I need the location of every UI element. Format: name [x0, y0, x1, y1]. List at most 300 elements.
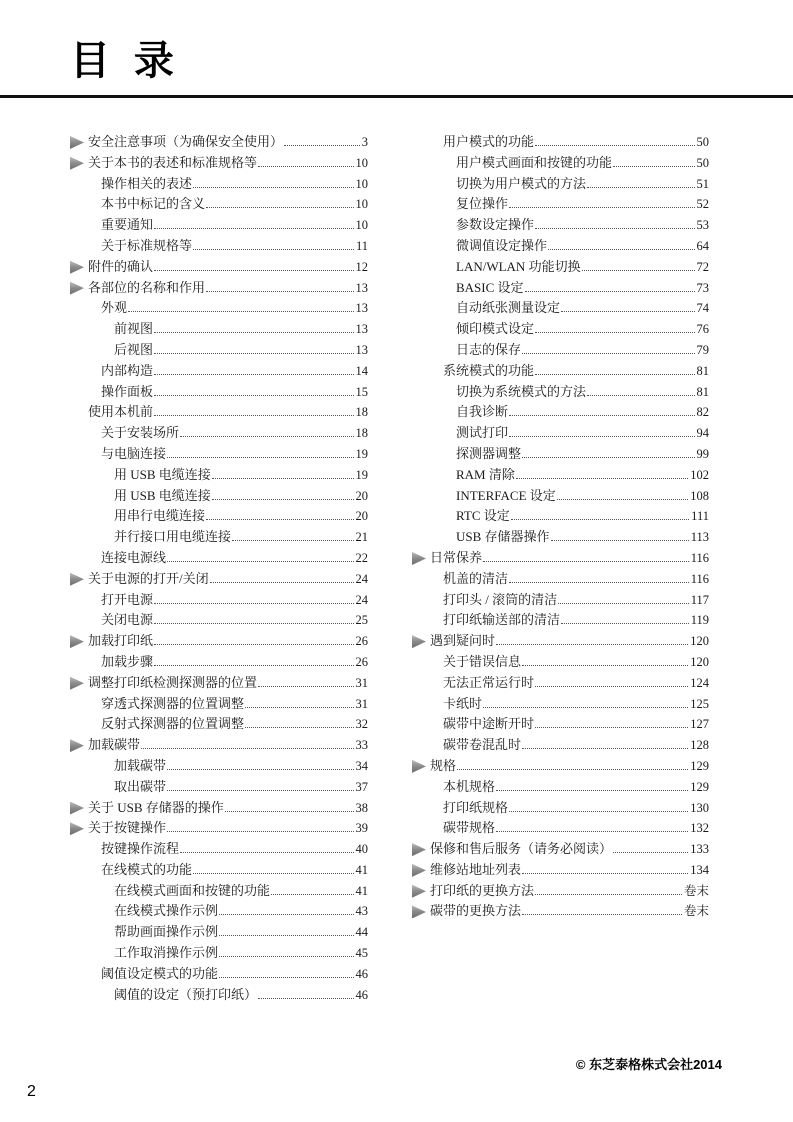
dot-leader	[522, 353, 694, 354]
dot-leader	[258, 998, 353, 999]
toc-entry[interactable]	[70, 694, 368, 715]
toc-entry-page: 20	[355, 509, 368, 524]
toc-entry[interactable]	[412, 756, 709, 777]
dot-leader	[210, 582, 354, 583]
dot-leader	[206, 291, 353, 292]
toc-entry-page: 41	[355, 883, 368, 898]
toc-entry[interactable]	[70, 735, 368, 756]
dot-leader	[128, 311, 353, 312]
toc-entry-page: 26	[355, 634, 368, 649]
toc-entry-page: 127	[690, 717, 709, 732]
dot-leader	[219, 935, 353, 936]
toc-entry[interactable]	[70, 818, 368, 839]
dot-leader	[522, 914, 682, 915]
toc-entry[interactable]	[70, 985, 368, 1006]
toc-entry-page: 18	[355, 405, 368, 420]
toc-entry[interactable]	[412, 777, 709, 798]
dot-leader	[212, 499, 354, 500]
toc-entry-title: 安全注意事项（为确保安全使用）	[88, 134, 284, 149]
toc-entry-title: 倾印模式设定	[456, 321, 535, 337]
toc-entry[interactable]	[412, 714, 709, 735]
toc-entry[interactable]	[70, 901, 368, 922]
toc-entry[interactable]	[70, 278, 368, 299]
dot-leader	[206, 207, 353, 208]
toc-entry[interactable]	[70, 881, 368, 902]
toc-entry-page: 132	[690, 821, 709, 836]
toc-entry-page: 119	[690, 613, 709, 628]
toc-entry-page: 53	[696, 218, 709, 233]
dot-leader	[154, 665, 353, 666]
toc-entry-title: 切换为用户模式的方法	[456, 175, 587, 191]
dot-leader	[522, 873, 688, 874]
toc-entry-title: 关于电源的打开/关闭	[88, 570, 209, 586]
toc-entry[interactable]	[70, 610, 368, 631]
dot-leader	[613, 852, 688, 853]
toc-entry[interactable]	[412, 860, 709, 881]
toc-entry[interactable]	[412, 236, 709, 257]
toc-entry-page: 116	[690, 571, 709, 586]
dot-leader	[496, 831, 688, 832]
toc-entry-title: 在线模式的功能	[101, 861, 193, 877]
toc-entry-title: 本机规格	[443, 778, 496, 794]
toc-entry[interactable]	[70, 257, 368, 278]
toc-entry-title: LAN/WLAN 功能切换	[456, 258, 581, 274]
toc-entry-page: 34	[355, 758, 368, 773]
toc-entry-page: 130	[690, 800, 709, 815]
arrow-bullet-icon	[412, 864, 426, 877]
toc-entry-title: RTC 设定	[456, 508, 510, 524]
toc-right-column	[412, 132, 709, 922]
toc-entry-page: 129	[690, 758, 709, 773]
dot-leader	[496, 644, 688, 645]
toc-entry-title: 后视图	[114, 341, 154, 357]
toc-entry[interactable]	[70, 444, 368, 465]
toc-entry[interactable]	[70, 652, 368, 673]
toc-entry-title: 关于按键操作	[88, 820, 167, 836]
toc-entry[interactable]	[412, 382, 709, 403]
toc-entry-page: 113	[690, 530, 709, 545]
toc-entry-title: 关于本书的表述和标准规格等	[88, 154, 258, 170]
toc-entry-title: 碳带的更换方法	[430, 903, 522, 919]
toc-entry[interactable]	[412, 818, 709, 839]
toc-entry-page: 13	[355, 301, 368, 316]
dot-leader	[180, 436, 353, 437]
dot-leader	[258, 166, 353, 167]
toc-entry-page: 10	[355, 197, 368, 212]
arrow-bullet-icon	[412, 885, 426, 898]
dot-leader	[511, 519, 689, 520]
toc-entry[interactable]	[412, 174, 709, 195]
toc-entry[interactable]	[412, 631, 709, 652]
copyright-notice: © 东芝泰格株式会社2014	[575, 1057, 722, 1072]
toc-entry[interactable]	[412, 444, 709, 465]
toc-entry[interactable]	[70, 486, 368, 507]
arrow-bullet-icon	[70, 282, 84, 295]
toc-entry-page: 11	[355, 238, 368, 253]
toc-entry-title: BASIC 设定	[456, 279, 524, 295]
toc-entry-title: 打印纸输送部的清洁	[443, 612, 561, 628]
dot-leader	[483, 707, 688, 708]
toc-entry-page: 13	[355, 342, 368, 357]
toc-entry-title: 加载打印纸	[88, 633, 154, 649]
toc-entry-page: 13	[355, 280, 368, 295]
toc-entry[interactable]	[412, 506, 709, 527]
toc-entry-page: 43	[355, 904, 368, 919]
toc-entry[interactable]	[70, 361, 368, 382]
toc-entry-page: 73	[696, 280, 709, 295]
toc-entry-page: 15	[355, 384, 368, 399]
dot-leader	[154, 415, 353, 416]
toc-entry[interactable]	[70, 756, 368, 777]
page-number: 2	[27, 1083, 36, 1100]
toc-entry[interactable]	[70, 298, 368, 319]
toc-entry-title: 打印头 / 滚筒的清洁	[443, 591, 558, 607]
arrow-bullet-icon	[70, 635, 84, 648]
toc-entry-title: 关于 USB 存储器的操作	[88, 799, 224, 815]
dot-leader	[167, 769, 353, 770]
dot-leader	[561, 311, 694, 312]
dot-leader	[557, 499, 688, 500]
toc-entry-title: 微调值设定操作	[456, 237, 548, 253]
toc-entry-title: 遇到疑问时	[430, 633, 496, 649]
dot-leader	[167, 561, 353, 562]
toc-entry-title: 外观	[101, 300, 128, 316]
toc-entry-title: 用 USB 电缆连接	[114, 487, 211, 503]
toc-entry-title: 阈值设定模式的功能	[101, 965, 219, 981]
toc-entry-page: 12	[355, 259, 368, 274]
toc-entry-title: 帮助画面操作示例	[114, 924, 219, 940]
toc-entry[interactable]	[70, 714, 368, 735]
toc-entry[interactable]	[70, 527, 368, 548]
dot-leader	[509, 582, 689, 583]
toc-entry-page: 32	[355, 717, 368, 732]
toc-entry-title: 关闭电源	[101, 612, 154, 628]
toc-entry[interactable]	[412, 319, 709, 340]
toc-entry[interactable]	[70, 132, 368, 153]
toc-entry-title: 穿透式探测器的位置调整	[101, 695, 245, 711]
toc-entry[interactable]	[70, 215, 368, 236]
toc-entry-page: 50	[696, 135, 709, 149]
dot-leader	[548, 249, 694, 250]
dot-leader	[587, 395, 694, 396]
toc-entry[interactable]	[70, 590, 368, 611]
dot-leader	[271, 894, 353, 895]
toc-entry[interactable]	[412, 257, 709, 278]
toc-entry-page: 44	[355, 925, 368, 940]
toc-entry-title: 探测器调整	[456, 445, 522, 461]
title-rule	[0, 95, 793, 98]
toc-entry[interactable]	[412, 465, 709, 486]
dot-leader	[219, 977, 353, 978]
toc-entry[interactable]	[70, 340, 368, 361]
toc-entry[interactable]	[412, 340, 709, 361]
dot-leader	[245, 707, 353, 708]
dot-leader	[154, 644, 353, 645]
toc-entry[interactable]	[412, 153, 709, 174]
dot-leader	[193, 249, 354, 250]
toc-entry-title: 复位操作	[456, 196, 509, 212]
toc-entry[interactable]	[412, 527, 709, 548]
toc-entry[interactable]	[70, 465, 368, 486]
toc-entry[interactable]	[70, 153, 368, 174]
dot-leader	[258, 686, 353, 687]
toc-entry-title: 在线模式操作示例	[114, 903, 219, 919]
dot-leader	[219, 956, 353, 957]
toc-entry[interactable]	[70, 798, 368, 819]
toc-entry-page: 46	[355, 966, 368, 981]
toc-entry-page: 102	[690, 467, 709, 482]
dot-leader	[535, 894, 682, 895]
toc-entry-page: 24	[355, 592, 368, 607]
toc-entry-title: 碳带规格	[443, 820, 496, 836]
dot-leader	[551, 540, 689, 541]
dot-leader	[167, 790, 353, 791]
toc-entry[interactable]	[70, 506, 368, 527]
toc-entry-page: 99	[696, 446, 709, 461]
toc-entry[interactable]	[412, 839, 709, 860]
dot-leader	[509, 207, 694, 208]
toc-entry-page: 22	[355, 550, 368, 565]
arrow-bullet-icon	[70, 136, 84, 149]
toc-entry-title: 按键操作流程	[101, 841, 180, 857]
toc-entry[interactable]	[412, 132, 709, 153]
toc-entry-page: 117	[690, 592, 709, 607]
toc-entry-page: 128	[690, 738, 709, 753]
toc-entry-page: 卷末	[683, 904, 709, 919]
toc-entry[interactable]	[412, 423, 709, 444]
toc-entry[interactable]	[412, 610, 709, 631]
toc-entry-page: 108	[690, 488, 709, 503]
toc-entry-title: 使用本机前	[88, 404, 154, 420]
dot-leader	[535, 686, 688, 687]
dot-leader	[154, 270, 353, 271]
dot-leader	[561, 623, 689, 624]
dot-leader	[154, 623, 353, 624]
toc-entry-title: 系统模式的功能	[443, 362, 535, 378]
toc-entry-page: 64	[696, 238, 709, 253]
toc-entry[interactable]	[412, 215, 709, 236]
toc-entry-title: 打印纸的更换方法	[430, 882, 535, 898]
toc-entry-page: 82	[696, 405, 709, 420]
toc-entry[interactable]	[70, 402, 368, 423]
toc-entry-title: 反射式探测器的位置调整	[101, 716, 245, 732]
toc-entry[interactable]	[412, 298, 709, 319]
toc-entry-page: 120	[690, 654, 709, 669]
toc-entry[interactable]	[412, 548, 709, 569]
dot-leader	[245, 727, 353, 728]
dot-leader	[232, 540, 353, 541]
toc-entry-title: 自动纸张测量设定	[456, 300, 561, 316]
toc-entry-page: 129	[690, 779, 709, 794]
toc-entry[interactable]	[70, 777, 368, 798]
toc-entry[interactable]	[412, 361, 709, 382]
toc-entry-page: 79	[696, 342, 709, 357]
dot-leader	[219, 914, 353, 915]
toc-entry[interactable]	[412, 590, 709, 611]
toc-entry-title: 保修和售后服务（请务必阅读）	[430, 841, 613, 857]
toc-entry[interactable]	[70, 943, 368, 964]
dot-leader	[154, 374, 353, 375]
toc-entry-title: 用串行电缆连接	[114, 508, 206, 524]
dot-leader	[154, 603, 353, 604]
arrow-bullet-icon	[70, 677, 84, 690]
toc-entry[interactable]	[70, 964, 368, 985]
toc-entry-title: 操作面板	[101, 383, 154, 399]
dot-leader	[180, 852, 353, 853]
toc-entry-title: 并行接口用电缆连接	[114, 529, 232, 545]
dot-leader	[193, 187, 353, 188]
toc-entry-title: 碳带中途断开时	[443, 716, 535, 732]
dot-leader	[558, 603, 689, 604]
toc-entry-page: 125	[690, 696, 709, 711]
toc-entry-page: 10	[355, 176, 368, 191]
dot-leader	[154, 228, 353, 229]
toc-entry[interactable]	[70, 174, 368, 195]
toc-entry-title: 用户模式画面和按键的功能	[456, 154, 613, 170]
toc-entry[interactable]	[70, 319, 368, 340]
toc-entry-page: 116	[690, 550, 709, 565]
dot-leader	[613, 166, 694, 167]
dot-leader	[509, 436, 694, 437]
dot-leader	[509, 811, 688, 812]
dot-leader	[535, 228, 694, 229]
toc-entry-page: 74	[696, 301, 709, 316]
toc-entry-page: 111	[691, 509, 709, 524]
toc-entry[interactable]	[70, 194, 368, 215]
toc-entry-page: 40	[355, 842, 368, 857]
toc-entry-page: 124	[690, 675, 709, 690]
toc-entry[interactable]	[70, 382, 368, 403]
toc-entry[interactable]	[412, 735, 709, 756]
toc-entry-title: RAM 清除	[456, 466, 515, 482]
dot-leader	[212, 478, 354, 479]
toc-entry[interactable]	[70, 423, 368, 444]
toc-entry-title: 附件的确认	[88, 258, 154, 274]
toc-entry-page: 45	[355, 946, 368, 961]
toc-entry-title: 打印纸规格	[443, 799, 509, 815]
toc-entry-title: USB 存储器操作	[456, 529, 550, 545]
toc-entry[interactable]	[412, 402, 709, 423]
toc-entry-title: 用户模式的功能	[443, 134, 535, 149]
dot-leader	[522, 748, 688, 749]
toc-entry-title: INTERFACE 设定	[456, 487, 556, 503]
toc-entry[interactable]	[70, 631, 368, 652]
toc-entry-title: 机盖的清洁	[443, 570, 509, 586]
toc-entry-title: 阈值的设定（预打印纸）	[114, 986, 258, 1002]
toc-entry-title: 连接电源线	[101, 549, 167, 565]
toc-entry-title: 重要通知	[101, 217, 154, 233]
arrow-bullet-icon	[412, 905, 426, 918]
toc-entry-title: 日志的保存	[456, 341, 522, 357]
toc-entry-page: 10	[355, 218, 368, 233]
dot-leader	[206, 519, 353, 520]
toc-entry-title: 参数设定操作	[456, 217, 535, 233]
toc-entry-title: 维修站地址列表	[430, 861, 522, 877]
toc-entry-title: 操作相关的表述	[101, 175, 193, 191]
toc-entry-title: 与电脑连接	[101, 445, 167, 461]
dot-leader	[587, 187, 694, 188]
toc-entry-title: 无法正常运行时	[443, 674, 535, 690]
toc-entry-page: 39	[355, 821, 368, 836]
toc-entry-page: 50	[696, 155, 709, 170]
toc-entry[interactable]	[412, 798, 709, 819]
toc-entry[interactable]	[70, 922, 368, 943]
toc-entry-page: 19	[355, 446, 368, 461]
toc-entry[interactable]	[70, 236, 368, 257]
toc-entry-page: 3	[361, 135, 368, 149]
dot-leader	[535, 727, 688, 728]
toc-entry[interactable]	[70, 839, 368, 860]
dot-leader	[457, 769, 688, 770]
toc-entry-title: 调整打印纸检测探测器的位置	[88, 674, 258, 690]
toc-entry-page: 33	[355, 738, 368, 753]
toc-entry-title: 加载碳带	[88, 737, 141, 753]
dot-leader	[193, 873, 353, 874]
toc-entry-title: 加载步骤	[101, 653, 154, 669]
toc-entry[interactable]	[412, 673, 709, 694]
dot-leader	[522, 457, 694, 458]
toc-entry-title: 在线模式画面和按键的功能	[114, 882, 271, 898]
toc-entry-title: 各部位的名称和作用	[88, 279, 206, 295]
toc-left-column	[70, 132, 368, 1005]
toc-entry-page: 81	[696, 384, 709, 399]
toc-entry-title: 用 USB 电缆连接	[114, 466, 211, 482]
dot-leader	[141, 748, 353, 749]
toc-entry[interactable]	[70, 569, 368, 590]
toc-entry[interactable]	[412, 569, 709, 590]
toc-entry-title: 卡纸时	[443, 695, 483, 711]
toc-entry-page: 52	[696, 197, 709, 212]
dot-leader	[483, 561, 689, 562]
toc-entry-page: 20	[355, 488, 368, 503]
toc-entry-page: 31	[355, 696, 368, 711]
toc-entry-title: 日常保养	[430, 549, 483, 565]
dot-leader	[535, 374, 694, 375]
toc-entry[interactable]	[412, 694, 709, 715]
toc-entry-title: 取出碳带	[114, 778, 167, 794]
dot-leader	[496, 790, 688, 791]
toc-entry[interactable]	[412, 194, 709, 215]
toc-entry[interactable]	[412, 486, 709, 507]
toc-entry[interactable]	[70, 860, 368, 881]
toc-entry-page: 46	[355, 987, 368, 1002]
dot-leader	[154, 332, 353, 333]
toc-entry[interactable]	[412, 278, 709, 299]
arrow-bullet-icon	[70, 739, 84, 752]
toc-entry[interactable]	[412, 652, 709, 673]
toc-entry[interactable]	[412, 901, 709, 922]
toc-entry[interactable]	[412, 881, 709, 902]
toc-entry-title: 关于错误信息	[443, 653, 522, 669]
dot-leader	[225, 811, 354, 812]
arrow-bullet-icon	[70, 573, 84, 586]
toc-entry[interactable]	[70, 548, 368, 569]
toc-entry-page: 25	[355, 613, 368, 628]
dot-leader	[154, 395, 353, 396]
dot-leader	[509, 415, 694, 416]
toc-entry[interactable]	[70, 673, 368, 694]
toc-entry-page: 76	[696, 322, 709, 337]
toc-entry-page: 19	[355, 467, 368, 482]
toc-entry-page: 133	[690, 842, 709, 857]
toc-entry-title: 切换为系统模式的方法	[456, 383, 587, 399]
toc-entry-page: 31	[355, 675, 368, 690]
dot-leader	[154, 353, 353, 354]
toc-entry-title: 规格	[430, 757, 457, 773]
toc-entry-title: 关于安装场所	[101, 425, 180, 441]
toc-entry-page: 94	[696, 426, 709, 441]
toc-entry-page: 37	[355, 779, 368, 794]
